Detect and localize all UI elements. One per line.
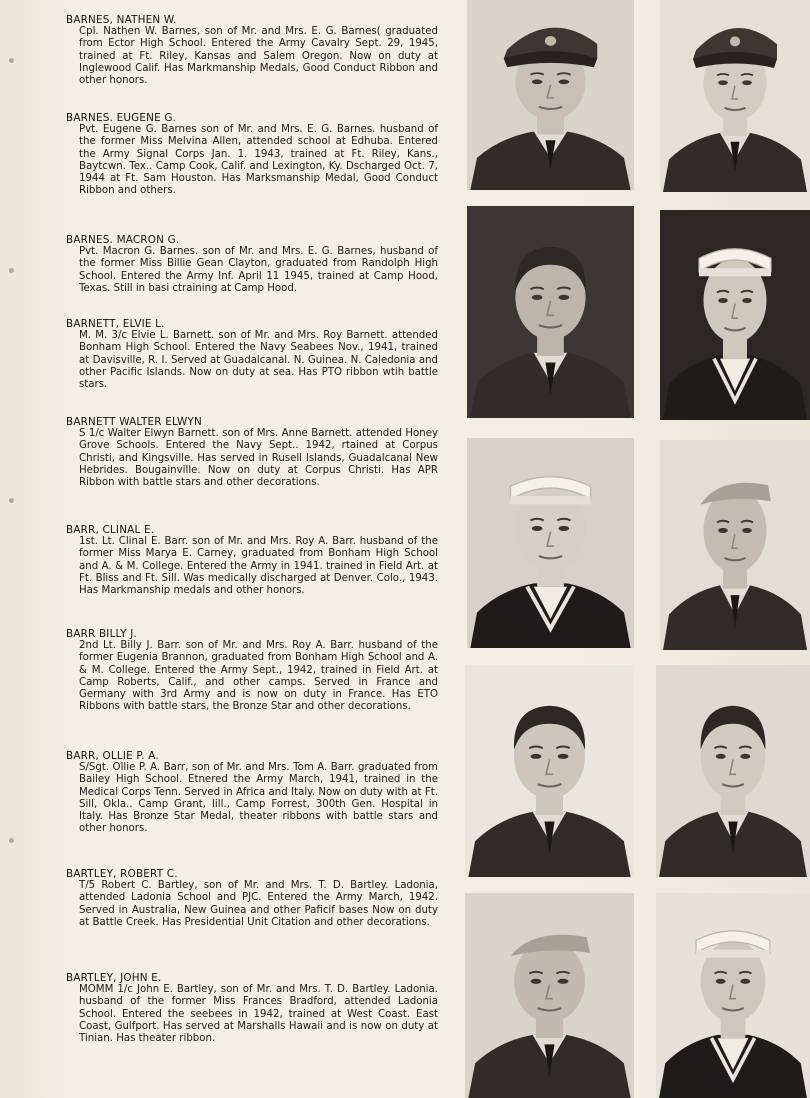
entry-barnett-elvie <box>66 318 438 391</box>
entry-barnes-eugene <box>66 112 438 198</box>
entry-text: T/5 Robert C. Bartley, son of Mr. and Mrs. T. D. Bartley. Ladonia, attended Ladonia School and PJC. Entered the Army March, 1942. Served in Australia, New Guinea and other Paficif bases Now on duty at Battle Creek. Has Presidential Unit Citation and other decorations. <box>79 880 438 928</box>
entry-bartley-john <box>66 972 438 1045</box>
portrait-photo <box>656 893 810 1098</box>
entry-name: BARNES, NATHEN W. <box>66 14 177 26</box>
entry-name: BARR BILLY J. <box>66 628 137 640</box>
entry-text: M. M. 3/c Elvie L. Barnett. son of Mr. and Mrs. Roy Barnett. attended Bonham High School. Entered the Navy Seabees Nov., 1941, trained at Davisville, R. I. Served at Guadalcanal. N. Guinea. N. Caledonia and other Pacific Islands. Now on duty at sea. Has PTO ribbon wtih battle stars. <box>79 330 438 391</box>
portrait-photo <box>465 665 634 877</box>
entry-text: 2nd Lt. Billy J. Barr. son of Mr. and Mrs. Roy A. Barr. husband of the former Eugenia Brannon, graduated from Bonham High School and A. & M. College. Entered the Army Sept., 1942, trained in Field Art. at Camp Roberts, Calif., and other camps. Served in France and Germany with 3rd Army and is now on duty in France. Has ETO Ribbons with battle stars, the Bronze Star and other decorations. <box>79 640 438 713</box>
entry-text: S/Sgt. Ollie P. A. Barr, son of Mr. and Mrs. Tom A. Barr. graduated from Bailey High School. Etnered the Army March, 1941, trained in the Medical Corps Tenn. Served in Africa and Italy. Now on duty with at Ft. Sill, Okla.. Camp Grant, Iill., Camp Forrest, 300th Gen. Hospital in Italy. Has Bronze Star Medal, theater ribbons with battle stars and other honors. <box>79 762 438 835</box>
entry-barnett-walter <box>66 416 438 489</box>
entry-text: S 1/c Walter Elwyn Barnett. son of Mrs. Anne Barnett. attended Honey Grove Schools. Entered the Navy Sept.. 1942, rtained at Corpus Christi, and Kingsville. Has served in Rusell Islands, Guadalcanal New Hebrides. Bougainville. Now on duty at Corpus Christi. Has APR Ribbon with battle stars and other decorations. <box>79 428 438 489</box>
binder-hole <box>9 58 14 63</box>
entry-text: Cpl. Nathen W. Barnes, son of Mr. and Mrs. E. G. Barnes( graduated from Ector High School. Entered the Army Cavalry Sept. 29, 1945, trained at Ft. Riley, Kansas and Salem Oregon. Now on duty at Inglewood Calif. Has Markmanship Medals, Good Conduct Ribbon and other honors. <box>79 26 438 87</box>
entry-barr-ollie <box>66 750 438 836</box>
binder-hole <box>9 838 14 843</box>
entry-barnes-nathen <box>66 14 438 87</box>
entry-name: BARR, CLINAL E. <box>66 524 155 536</box>
portrait-photo <box>660 0 810 192</box>
entry-barr-clinal <box>66 524 438 597</box>
entry-name: BARNES. EUGENE G. <box>66 112 177 124</box>
portrait-photo <box>467 438 634 648</box>
entry-name: BARNES. MACRON G. <box>66 234 180 246</box>
entry-bartley-robert <box>66 868 438 929</box>
entry-text: Pvt. Eugene G. Barnes son of Mr. and Mrs. E. G. Barnes. husband of the former Miss Melvina Allen, attended school at Edhuba. Entered the Army Signal Corps Jan. 1. 1943, trained at Ft. Riley, Kans., Baytcwn. Tex.. Camp Cook, Calif. and Lexington, Ky. Dscharged Oct. 7, 1944 at Ft. Sam Houston. Has Marksmanship Medal, Good Conduct Ribbon and others. <box>79 124 438 197</box>
entry-name: BARTLEY, ROBERT C. <box>66 868 178 880</box>
entry-text: MOMM 1/c John E. Bartley, son of Mr. and Mrs. T. D. Bartley. Ladonia. husband of the former Miss Frances Bradford, attended Ladonia School. Entered the seebees in 1942, trained at West Coast. East Coast, Gulfport. Has served at Marshalls Hawaii and is now on duty at Tinian. Has theater ribbon. <box>79 984 438 1045</box>
portrait-photo <box>467 0 634 190</box>
binder-hole <box>9 268 14 273</box>
entry-text: 1st. Lt. Clinal E. Barr. son of Mr. and Mrs. Roy A. Barr. husband of the former Miss Marya E. Carney, graduated from Bonham High School and A. & M. College. Entered the Army in 1941. trained in Field Art. at Ft. Bliss and Ft. Sill. Was medically discharged at Denver. Colo., 1943. Has Markmanship medals and other honors. <box>79 536 438 597</box>
entry-name: BARNETT WALTER ELWYN <box>66 416 203 428</box>
entry-text: Pvt. Macron G. Barnes. son of Mr. and Mrs. E. G. Barnes, husband of the former Miss Billie Gean Clayton, graduated from Randolph High School. Entered the Army Inf. April 11 1945, trained at Camp Hood, Texas. Still in basi ctraining at Camp Hood. <box>79 246 438 294</box>
binder-hole <box>9 498 14 503</box>
entry-name: BARR, OLLIE P. A. <box>66 750 159 762</box>
portrait-photo <box>656 665 810 877</box>
entry-name: BARTLEY, JOHN E. <box>66 972 162 984</box>
portrait-photo <box>660 210 810 420</box>
portrait-photo <box>465 893 634 1098</box>
entry-barr-billy <box>66 628 438 714</box>
entry-name: BARNETT, ELVIE L. <box>66 318 165 330</box>
portrait-photo <box>467 206 634 418</box>
entry-barnes-macron <box>66 234 438 295</box>
portrait-photo <box>660 440 810 650</box>
